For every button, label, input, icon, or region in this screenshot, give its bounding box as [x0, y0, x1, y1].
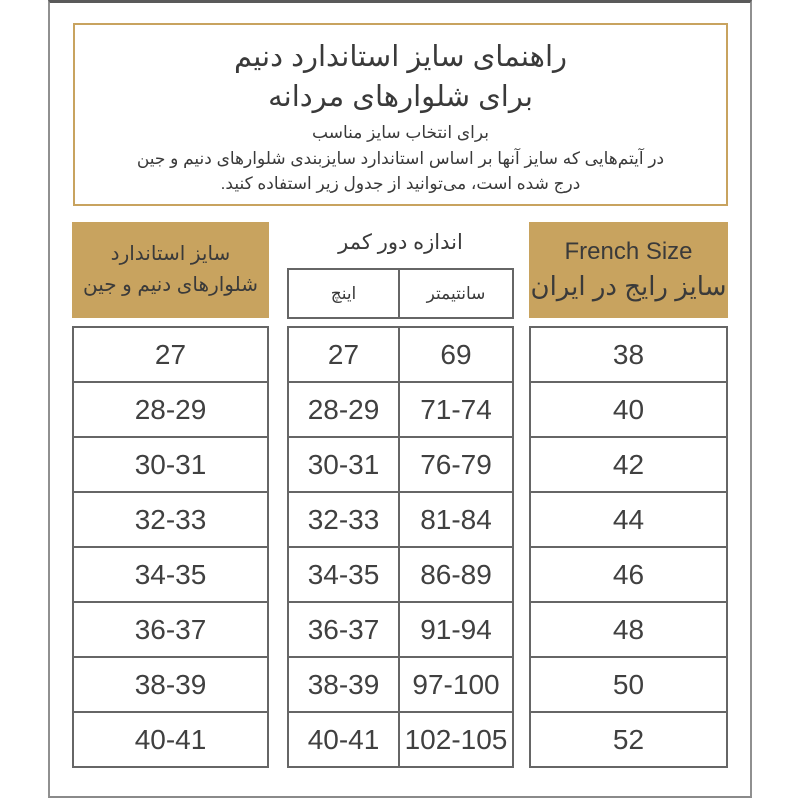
- table-cell: 40-41: [287, 711, 400, 768]
- table-cell: 40-41: [72, 711, 269, 768]
- table-cell: 81-84: [398, 491, 514, 548]
- standard-size-table: [72, 326, 269, 768]
- standard-size-header-line2: شلوارهای دنیم و جین: [83, 274, 258, 296]
- table-cell: 71-74: [398, 381, 514, 438]
- cm-column-header: سانتیمتر: [398, 268, 514, 319]
- table-cell: 34-35: [287, 546, 400, 603]
- table-cell: 38-39: [287, 656, 400, 713]
- guide-title-line2: برای شلوارهای مردانه: [268, 81, 533, 113]
- table-cell: 50: [529, 656, 728, 713]
- table-cell: 40: [529, 381, 728, 438]
- standard-size-header: [72, 222, 269, 318]
- table-cell: 36-37: [72, 601, 269, 658]
- french-size-header-line1: French Size: [564, 238, 693, 265]
- table-cell: 102-105: [398, 711, 514, 768]
- table-cell: 28-29: [287, 381, 400, 438]
- waist-measure-title: اندازه دور کمر: [338, 231, 463, 254]
- table-row: [287, 601, 514, 658]
- table-row: [287, 381, 514, 438]
- table-cell: 27: [72, 326, 269, 383]
- table-cell: 34-35: [72, 546, 269, 603]
- table-row: [287, 546, 514, 603]
- french-size-header-line2: سایز رایج در ایران: [530, 271, 727, 301]
- guide-title-line1: راهنمای سایز استاندارد دنیم: [233, 41, 568, 73]
- table-cell: 38-39: [72, 656, 269, 713]
- table-cell: 30-31: [287, 436, 400, 493]
- table-cell: 46: [529, 546, 728, 603]
- table-cell: 76-79: [398, 436, 514, 493]
- table-row: [287, 491, 514, 548]
- french-size-table: [529, 326, 728, 768]
- table-cell: 69: [398, 326, 514, 383]
- intro-header-box: [73, 23, 728, 206]
- waist-measure-table: [287, 326, 514, 768]
- table-row: [287, 326, 514, 383]
- table-cell: 42: [529, 436, 728, 493]
- table-cell: 32-33: [72, 491, 269, 548]
- table-cell: 38: [529, 326, 728, 383]
- table-cell: 97-100: [398, 656, 514, 713]
- table-cell: 86-89: [398, 546, 514, 603]
- table-cell: 52: [529, 711, 728, 768]
- standard-size-header-line1: سایز استاندارد: [110, 243, 231, 265]
- table-cell: 44: [529, 491, 728, 548]
- table-row: [287, 656, 514, 713]
- table-cell: 91-94: [398, 601, 514, 658]
- table-row: [287, 436, 514, 493]
- french-size-header: [529, 222, 728, 318]
- waist-unit-header-row: [287, 268, 514, 319]
- guide-body-line1: در آیتم‌هایی که سایز آنها بر اساس استاندارد سایزبندی شلوارهای دنیم و جین: [136, 149, 665, 168]
- table-cell: 36-37: [287, 601, 400, 658]
- inch-column-header: اینچ: [287, 268, 400, 319]
- table-cell: 28-29: [72, 381, 269, 438]
- guide-subtitle: برای انتخاب سایز مناسب: [312, 123, 489, 142]
- table-row: [287, 711, 514, 768]
- table-cell: 48: [529, 601, 728, 658]
- guide-body-line2: درج شده است، می‌توانید از جدول زیر استفاده کنید.: [220, 174, 581, 193]
- table-cell: 27: [287, 326, 400, 383]
- table-cell: 32-33: [287, 491, 400, 548]
- table-cell: 30-31: [72, 436, 269, 493]
